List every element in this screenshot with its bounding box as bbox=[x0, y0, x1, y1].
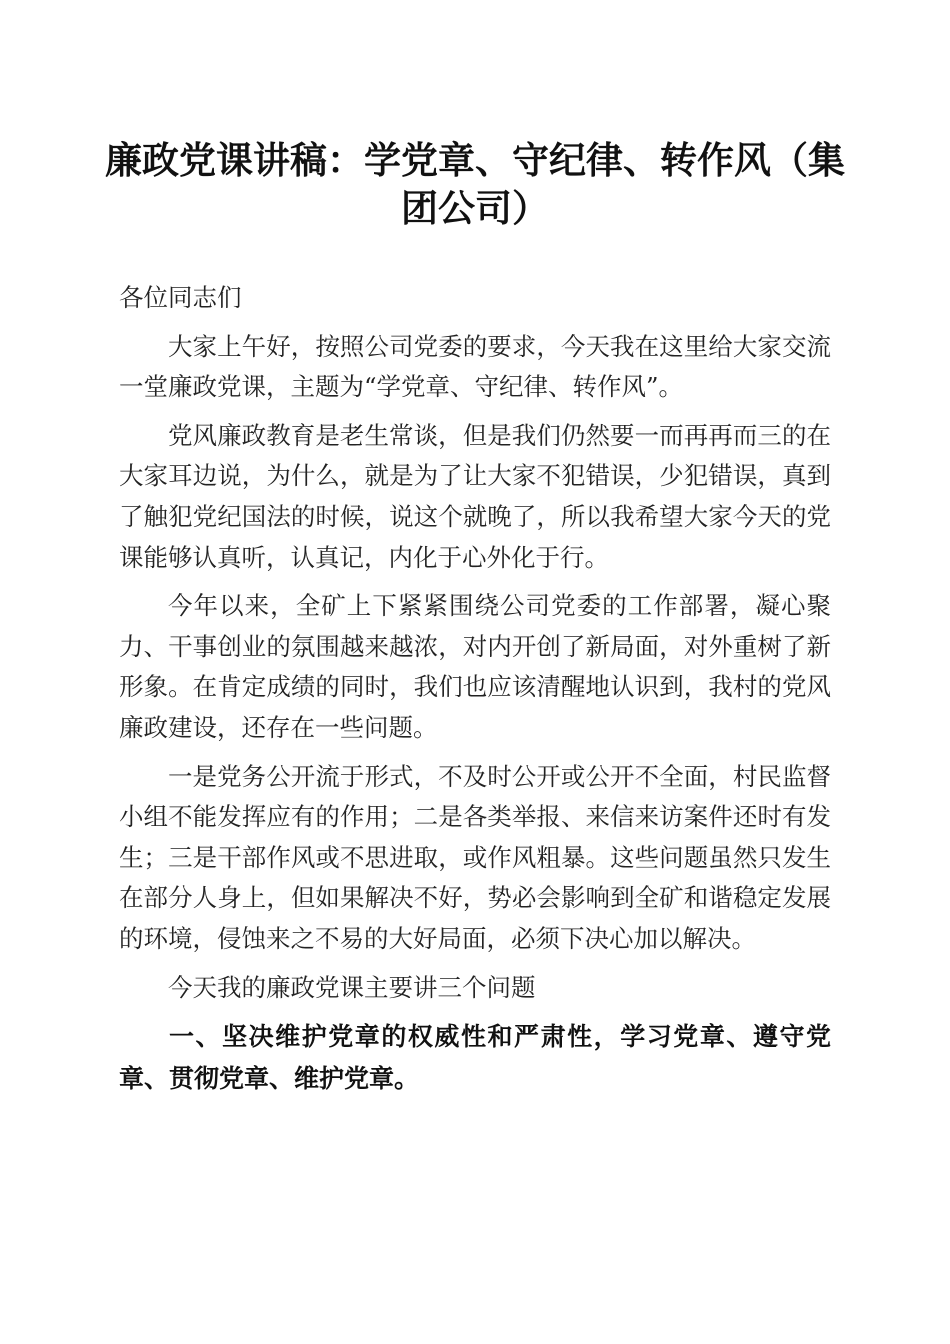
paragraph-greeting: 大家上午好，按照公司党委的要求，今天我在这里给大家交流一堂廉政党课，主题为“学党章、守纪律、转作风”。 bbox=[119, 331, 831, 402]
paragraph-problems: 一是党务公开流于形式，不及时公开或公开不全面，村民监督小组不能发挥应有的作用；二是各类举报、来信来访案件还时有发生；三是干部作风或不思进取，或作风粗暴。这些问题虽然只发生在部分人身上，但如果解决不好，势必会影响到全矿和谐稳定发展的环境，侵蚀来之不易的大好局面，必须下决心加以解决。 bbox=[119, 761, 831, 953]
salutation: 各位同志们 bbox=[119, 283, 242, 312]
section-heading: 一、坚决维护党章的权威性和严肃性，学习党章、遵守党章、贯彻党章、维护党章。 bbox=[119, 1022, 831, 1094]
paragraph-agenda: 今天我的廉政党课主要讲三个问题 bbox=[168, 972, 536, 1002]
page-title: 廉政党课讲稿：学党章、守纪律、转作风（集团公司） bbox=[105, 138, 845, 230]
document-body bbox=[119, 278, 831, 1100]
paragraph-education: 党风廉政教育是老生常谈，但是我们仍然要一而再再而三的在大家耳边说，为什么，就是为了让大家不犯错误，少犯错误，真到了触犯党纪国法的时候，说这个就晚了，所以我希望大家今天的党课能够认真听，认真记，内化于心外化于行。 bbox=[119, 420, 831, 572]
paragraph-achievements: 今年以来，全矿上下紧紧围绕公司党委的工作部署，凝心聚力、干事创业的氛围越来越浓，对内开创了新局面，对外重树了新形象。在肯定成绩的同时，我们也应该清醒地认识到，我村的党风廉政建设，还存在一些问题。 bbox=[119, 591, 831, 742]
